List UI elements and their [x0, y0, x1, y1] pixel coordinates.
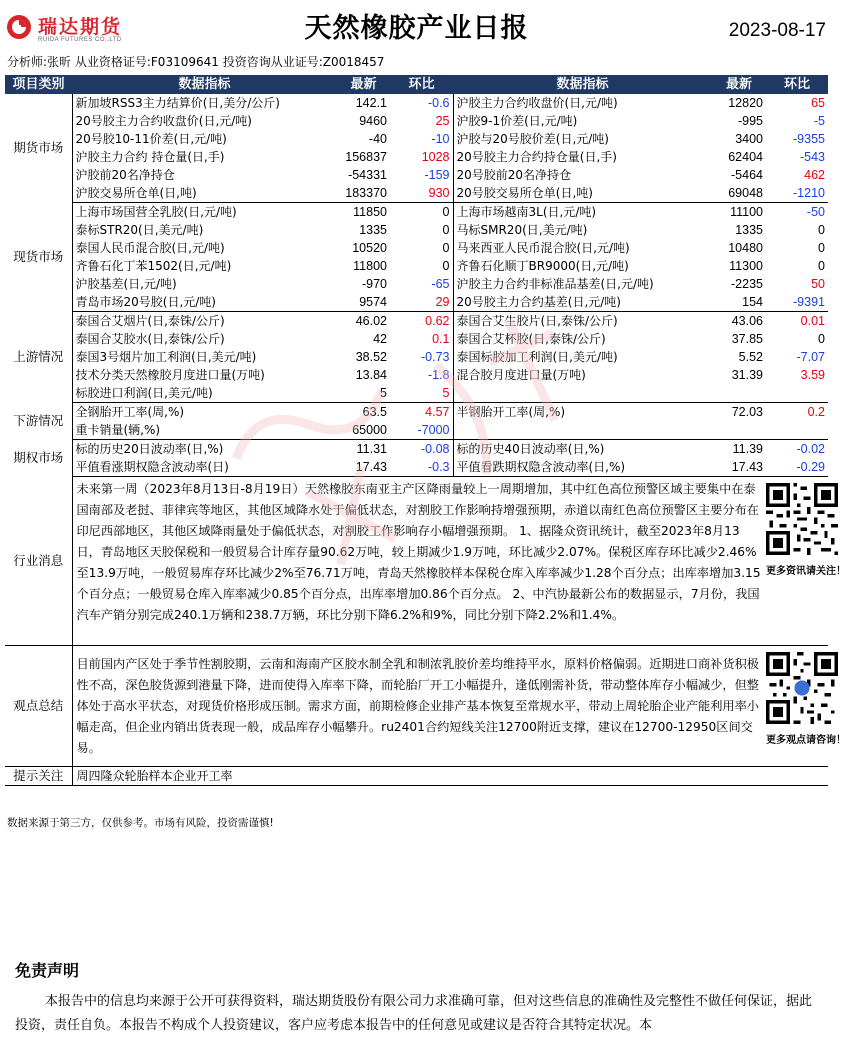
indicator-name: 标胶进口利润(日,美元/吨): [72, 384, 337, 403]
indicator-latest: 11.31: [356, 442, 387, 456]
indicator-latest: 1335: [359, 223, 387, 237]
indicator-name: 青岛市场20号胶(日,元/吨): [72, 293, 337, 312]
indicator-name: 沪胶前20名净持仓: [75, 168, 175, 182]
indicator-name: 新加坡RSS3主力结算价(日,美分/公斤): [75, 96, 280, 110]
indicator-latest: 46.02: [355, 314, 387, 328]
indicator-name: [453, 384, 712, 403]
indicator-latest: 9574: [337, 293, 390, 312]
disclaimer-text: 本报告中的信息均来源于公开可获得资料，瑞达期货股份有限公司力求准确可靠，但对这些信息的准确性及完整性不做任何保证，据此投资，责任自负。本报告不构成个人投资建议，客户应考虑本报告中的任何意见或建议是否符合其特定状况。本: [15, 994, 813, 1033]
indicator-latest: -40: [368, 132, 387, 146]
category-label: 下游情况: [5, 403, 72, 440]
indicator-name: 齐鲁石化丁苯1502(日,元/吨): [75, 259, 232, 273]
report-title: 天然橡胶产业日报: [304, 13, 529, 44]
indicator-change: 0: [818, 241, 825, 255]
indicator-latest: 63.5: [362, 405, 387, 419]
table-row: [5, 421, 828, 440]
table-row: [5, 221, 828, 239]
indicator-name: 齐鲁石化顺丁BR9000(日,元/吨): [453, 257, 712, 275]
indicator-latest: 37.85: [731, 332, 763, 346]
category-label: 期货市场: [5, 94, 72, 203]
indicator-change: 0: [442, 223, 450, 237]
indicator-change: 0: [442, 205, 450, 219]
indicator-latest: 10520: [352, 241, 387, 255]
col-header-indicator-right: 数据指标: [453, 75, 712, 94]
indicator-name: 标的历史20日波动率(日,%): [75, 442, 224, 456]
indicator-name: 泰国合艾烟片(日,泰铢/公斤): [75, 314, 225, 328]
indicator-change: -543: [799, 150, 825, 164]
indicator-latest: 3400: [735, 132, 763, 146]
table-row: [5, 293, 828, 312]
table-row: [5, 384, 828, 403]
indicator-change: 0: [442, 241, 450, 255]
indicator-latest: 69048: [712, 184, 766, 203]
indicator-change: [766, 384, 828, 403]
table-row: [5, 166, 828, 184]
indicator-change: 0: [818, 223, 825, 237]
indicator-change: 50: [811, 277, 825, 291]
indicator-latest: [712, 421, 766, 440]
indicator-latest: 5.52: [738, 350, 763, 364]
indicator-latest: 17.43: [337, 458, 390, 477]
table-row: [5, 94, 828, 112]
indicator-change: -159: [424, 168, 450, 182]
indicator-name: 20号胶主力合约基差(日,元/吨): [453, 293, 712, 312]
logo-text-cn: 瑞达期货: [38, 16, 123, 38]
indicator-change: 930: [390, 184, 453, 203]
indicator-name: 20号胶10-11价差(日,元/吨): [75, 132, 227, 146]
indicator-change: 65: [811, 96, 825, 110]
table-row: [5, 275, 828, 293]
table-row: [5, 403, 828, 422]
indicator-name: 沪胶与20号胶价差(日,元/吨): [453, 130, 712, 148]
indicator-change: -0.3: [390, 458, 453, 477]
indicator-change: 29: [390, 293, 453, 312]
indicator-latest: -995: [737, 114, 763, 128]
indicator-latest: 13.84: [355, 368, 387, 382]
indicator-latest: 17.43: [712, 458, 766, 477]
indicator-latest: -54331: [348, 168, 387, 182]
indicator-latest: 156837: [345, 150, 387, 164]
col-header-latest: 最新: [337, 75, 390, 94]
indicator-latest: -5464: [731, 168, 763, 182]
indicator-latest: 11800: [353, 259, 387, 273]
indicator-latest: 72.03: [731, 405, 763, 419]
indicator-change: [766, 421, 828, 440]
indicator-name: 标的历史40日波动率(日,%): [453, 440, 712, 459]
indicator-name: 重卡销量(辆,%): [72, 421, 337, 440]
indicator-latest: 11.39: [732, 442, 763, 456]
indicator-change: -0.02: [796, 442, 825, 456]
indicator-change: -1210: [766, 184, 828, 203]
indicator-latest: 42: [373, 332, 387, 346]
indicator-change: 25: [435, 114, 450, 128]
qr-block: [766, 646, 846, 767]
disclaimer-title: 免责声明: [15, 961, 80, 980]
col-header-latest-right: 最新: [712, 75, 766, 94]
indicator-latest: 11300: [729, 259, 763, 273]
viewpoint-text: 目前国内产区处于季节性割胶期，云南和海南产区胶水制全乳和制浓乳胶价差均维持平水，原料价格偏弱。近期进口商补货积极性不高，深色胶货源到港量下降，进而使得入库率下降，而轮胎厂开工小幅提升，逢低刚需补货，带动整体库存小幅减少，但整体处于高水平状态，对现货价格形成压制。需求方面，前期检修企业排产基本恢复至常规水平，带动上周轮胎企业产能利用率小幅走高，但企业内销出货表现一般，成品库存小幅攀升。ru2401合约短线关注12700附近支撑，建议在12700-12950区间交易。: [72, 646, 766, 767]
category-label: 现货市场: [5, 203, 72, 312]
indicator-latest: 11850: [353, 205, 387, 219]
indicator-latest: 11100: [730, 205, 763, 219]
category-label: 提示关注: [5, 767, 72, 786]
indicator-name: 20号胶主力合约持仓量(日,手): [453, 148, 712, 166]
category-label: 观点总结: [5, 646, 72, 767]
indicator-change: 0: [818, 332, 825, 346]
indicator-name: 泰国人民币混合胶(日,元/吨): [75, 241, 225, 255]
indicator-name: 沪胶基差(日,元/吨): [75, 277, 177, 291]
indicator-name: 混合胶月度进口量(万吨): [453, 366, 712, 384]
indicator-name: 平值看跌期权隐含波动率(日,%): [453, 458, 712, 477]
indicator-change: -0.08: [421, 442, 450, 456]
indicator-change: 5: [390, 384, 453, 403]
table-row: [5, 348, 828, 366]
indicator-name: 泰国合艾胶水(日,泰铢/公斤): [75, 332, 225, 346]
indicator-change: 0.1: [432, 332, 450, 346]
indicator-change: -65: [431, 277, 450, 291]
table-row: [5, 148, 828, 166]
indicator-name: 马标SMR20(日,美元/吨): [453, 221, 712, 239]
indicator-change: -9355: [793, 132, 825, 146]
indicator-change: -7.07: [796, 350, 825, 364]
indicator-change: 3.59: [800, 368, 825, 382]
indicator-name: 泰国3号烟片加工利润(日,美元/吨): [75, 350, 257, 364]
qr-label: 更多资讯请关注！: [766, 566, 846, 577]
table-row: [5, 366, 828, 384]
col-header-indicator: 数据指标: [72, 75, 337, 94]
report-header: [0, 0, 833, 54]
table-row: [5, 239, 828, 257]
indicator-name: 20号胶前20名净持仓: [453, 166, 712, 184]
indicator-change: 0.2: [807, 405, 825, 419]
indicator-name: 技术分类天然橡胶月度进口量(万吨): [75, 368, 265, 382]
indicator-table: [5, 75, 846, 786]
indicator-change: -50: [806, 205, 825, 219]
qr-label: 更多观点请咨询！: [766, 735, 846, 746]
indicator-latest: 62404: [728, 150, 763, 164]
col-header-change-right: 环比: [766, 75, 828, 94]
industry-news-text: 未来第一周（2023年8月13日-8月19日）天然橡胶东南亚主产区降雨量较上一周期增加，其中红色高位预警区域主要集中在泰国南部及老挝、菲律宾等地区，其他区域降水处于偏低状态，对割胶工作影响持增强预期，赤道以南红色高位预警区主要分布在印尼西部地区，其他区域降雨量处于偏低状态，对割胶工作影响存小幅增强预期。 1、据隆众资讯统计，截至2023年8月13日，青岛地区天胶保税和一般贸易合计库存量90.62万吨，较上期减少1.9万吨，环比减少2.07%。保税区库存环比减少2.46%至13.9万吨，一般贸易库存环比减少2%至76.71万吨，青岛天然橡胶样本保税仓库入库率减少1.28个百分点；出库率增加3.15个百分点；一般贸易仓库入库率减少0.85个百分点，出库率增加0.86个百分点。 2、中汽协最新公布的数据显示，7月份，我国汽车产销分别完成240.1万辆和238.7万辆，环比分别下降6.2%和9%，同比分别下降2.2%和1.4%。: [72, 477, 766, 646]
indicator-change: -9391: [766, 293, 828, 312]
indicator-latest: 43.06: [731, 314, 763, 328]
indicator-change: -5: [813, 114, 825, 128]
indicator-name: 半钢胎开工率(周,%): [453, 403, 712, 422]
indicator-latest: 38.52: [355, 350, 387, 364]
indicator-name: 沪胶9-1价差(日,元/吨): [453, 112, 712, 130]
indicator-change: 1028: [421, 150, 450, 164]
table-row: [5, 112, 828, 130]
indicator-name: 泰标STR20(日,美元/吨): [75, 223, 204, 237]
indicator-change: -0.6: [427, 96, 450, 110]
indicator-name: 泰国合艾杯胶(日,泰铢/公斤): [453, 330, 712, 348]
indicator-latest: 142.1: [355, 96, 387, 110]
indicator-name: 沪胶主力合约非标准品基差(日,元/吨): [453, 275, 712, 293]
category-label: 期权市场: [5, 440, 72, 477]
text-sections: [5, 477, 846, 786]
indicator-latest: -970: [361, 277, 387, 291]
indicator-latest: 154: [712, 293, 766, 312]
indicator-change: 4.57: [425, 405, 450, 419]
indicator-name: 沪胶交易所仓单(日,吨): [72, 184, 337, 203]
table-header-row: [5, 75, 828, 94]
indicator-name: 泰国标胶加工利润(日,美元/吨): [453, 348, 712, 366]
indicator-change: -7000: [390, 421, 453, 440]
table-row: [5, 440, 828, 459]
indicator-name: [453, 421, 712, 440]
table-row: [5, 257, 828, 275]
indicator-latest: 183370: [337, 184, 390, 203]
col-header-change: 环比: [390, 75, 453, 94]
indicator-change: 0.62: [425, 314, 450, 328]
indicator-latest: 1335: [735, 223, 763, 237]
table-row: [5, 130, 828, 148]
table-row: [5, 330, 828, 348]
indicator-change: -1.8: [427, 368, 450, 382]
indicator-latest: [712, 384, 766, 403]
category-label: 行业消息: [5, 477, 72, 646]
industry-news-row: [5, 477, 828, 646]
indicator-name: 20号胶交易所仓单(日,吨): [453, 184, 712, 203]
indicator-name: 20号胶主力合约收盘价(日,元/吨): [75, 114, 252, 128]
indicator-latest: 9460: [359, 114, 387, 128]
qr-block: [766, 477, 846, 646]
indicator-name: 沪胶主力合约收盘价(日,元/吨): [453, 94, 712, 112]
table-row: [5, 184, 828, 203]
indicator-latest: 31.39: [731, 368, 763, 382]
indicator-name: 上海市场越南3L(日,元/吨): [453, 203, 712, 222]
indicator-name: 马来西亚人民币混合胶(日,元/吨): [453, 239, 712, 257]
reminder-text: 周四隆众轮胎样本企业开工率: [72, 767, 828, 786]
col-header-category: 项目类别: [5, 75, 72, 94]
indicator-name: 泰国合艾生胶片(日,泰铢/公斤): [453, 312, 712, 331]
reminder-row: [5, 767, 828, 786]
category-label: 上游情况: [5, 312, 72, 403]
indicator-latest: 10480: [728, 241, 763, 255]
table-row: [5, 458, 828, 477]
indicator-name: 平值看涨期权隐含波动率(日): [72, 458, 337, 477]
qr-code-icon: [766, 483, 838, 555]
indicator-body: [5, 94, 828, 477]
indicator-latest: 65000: [337, 421, 390, 440]
indicator-change: 0.01: [800, 314, 825, 328]
indicator-change: 0: [818, 259, 825, 273]
table-row: [5, 203, 828, 222]
indicator-latest: 12820: [728, 96, 763, 110]
viewpoint-row: [5, 646, 828, 767]
indicator-change: -0.29: [766, 458, 828, 477]
indicator-latest: 5: [337, 384, 390, 403]
indicator-change: 0: [442, 259, 450, 273]
indicator-name: 上海市场国营全乳胶(日,元/吨): [75, 205, 237, 219]
indicator-change: -0.73: [421, 350, 450, 364]
indicator-change: 462: [804, 168, 825, 182]
table-row: [5, 312, 828, 331]
analyst-info: 分析师:张昕 从业资格证号:F03109641 投资咨询从业证号:Z0018457: [7, 55, 385, 69]
source-note: 数据来源于第三方，仅供参考。市场有风险，投资需谨慎!: [7, 817, 274, 829]
indicator-change: -10: [431, 132, 450, 146]
indicator-name: 全钢胎开工率(周,%): [75, 405, 185, 419]
logo-text-en: RUIDA FUTURES CO.,LTD: [38, 37, 122, 43]
indicator-name: 沪胶主力合约 持仓量(日,手): [75, 150, 225, 164]
qr-code-icon: [766, 652, 838, 724]
report-date: 2023-08-17: [728, 20, 826, 41]
indicator-latest: -2235: [731, 277, 763, 291]
